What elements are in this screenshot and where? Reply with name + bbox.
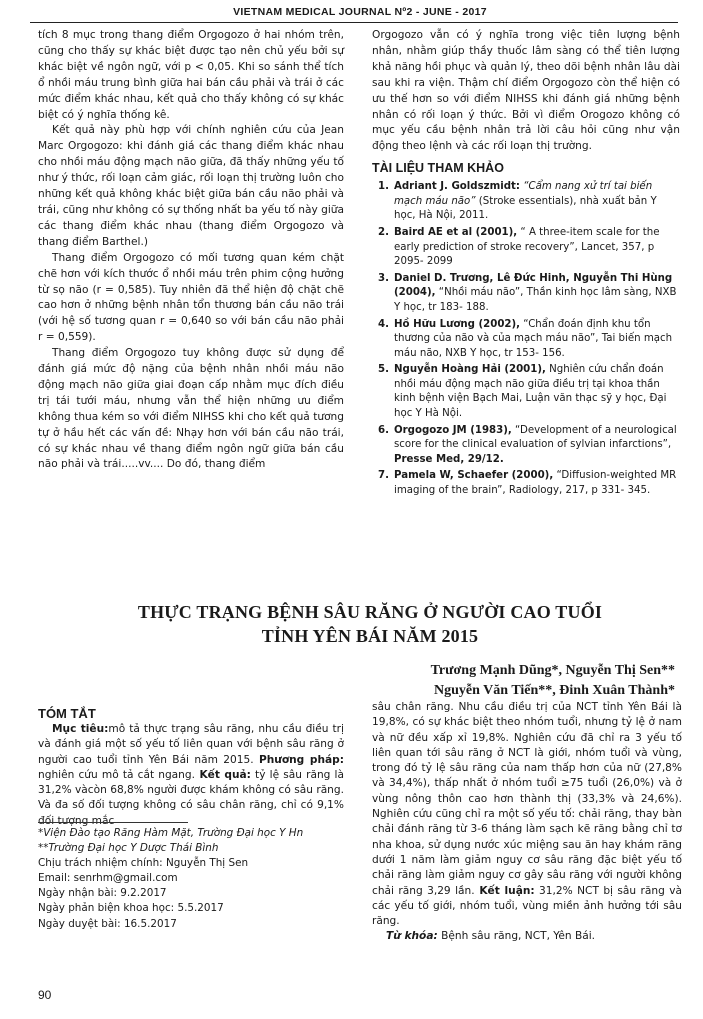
reference-author: Daniel D. Trương, Lê Đức Hinh, Nguyễn Thi Hùng (2004), bbox=[394, 272, 673, 299]
abstract-paragraph bbox=[372, 700, 682, 929]
abstract-paragraph bbox=[38, 722, 344, 829]
reference-number: 7. bbox=[378, 470, 389, 482]
conclusion-text: 31,2% NCT bị sâu răng và các yếu tố giới, nhóm tuổi, vùng miền ảnh hưởng tới sâu răng. bbox=[372, 884, 683, 928]
conclusion-label: Kết luận: bbox=[474, 884, 535, 897]
body-paragraph: tích 8 mục trong thang điểm Orgogozo ở hai nhóm trên, cũng cho thấy sự khác biệt được tạo nên chủ yếu bởi sự khác biệt về ngôn ngữ, với p < 0,05. Khi so sánh thể tích ổ nhồi máu trung bình giữa hai bán cầu phải và trái ở các mức điểm khác nhau, kết quả cho thấy không có sự khác biệt có ý nghĩa thống kê. bbox=[38, 29, 344, 121]
reference-title: “Cẩm nang xử trí tai biến mạch máu não” bbox=[394, 181, 653, 207]
reference-item bbox=[372, 180, 680, 224]
reference-author: Adriant J. Goldszmidt: bbox=[394, 181, 520, 193]
footnotes bbox=[38, 826, 338, 932]
reference-item bbox=[372, 469, 680, 498]
reference-detail: (Stroke essentials), nhà xuất bản Y học, Hà Nội, 2011. bbox=[394, 195, 657, 222]
keywords-text: Bệnh sâu răng, NCT, Yên Bái. bbox=[437, 930, 596, 943]
reference-detail: “Chẩn đoán định khu tổn thương của não và của mạch máu não”, Tai biến mạch máu não, NXB Y học, tr 153- 156. bbox=[394, 318, 673, 359]
article-authors bbox=[431, 661, 675, 701]
body-paragraph: Kết quả này phù hợp với chính nghiên cứu của Jean Marc Orgogozo: khi đánh giá các thang điểm khác nhau cho nhồi máu động mạch não giữa, đã thấy những yếu tố như ý thức, rối loạn cảm giác, rối loạn thị trường luôn cho những kết quả không khác biệt giữa bán cầu não phải và trái, cũng như không có sự thống nhất ba yếu tố này giữa các thang điểm khác nhau (thang điểm Orgogozo và thang điểm Barthel.) bbox=[38, 124, 344, 248]
body-paragraph: Thang điểm Orgogozo tuy không được sử dụng để đánh giá mức độ nặng của bệnh nhân nhồi máu não động mạch não giữa giai đoạn cấp nhằm mục đích điều trị tái tưới máu, nhưng vẫn thể hiện những ưu điểm không thua kém so với điểm NIHSS khi cho kết quả tương tự ở hầu hết các vấn đề: Nhạy hơn với bán cầu não trái, có sự khác nhau về thang điểm ngôn ngữ giữa bán cầu não phải và trái.....vv.... Do đó, thang điểm bbox=[38, 347, 344, 471]
body-paragraph: Orgogozo vẫn có ý nghĩa trong việc tiên lượng bệnh nhân, nhằm giúp thầy thuốc lâm sàng có thể tiên lượng khả năng hồi phục và quản lý, theo dõi bệnh nhân lâu dài sau khi ra viện. Thậm chí điểm Orgogozo còn thể hiện có ưu thế hơn so với điểm NIHSS khi đánh giá những bệnh nhân có rối loạn ý thức. Bởi vì điểm Orogozo không có mục yếu cầu bệnh nhân trả lời câu hỏi cũng như vận động theo lệnh và các rối loạn thị trường. bbox=[372, 29, 680, 153]
keywords-paragraph bbox=[372, 929, 682, 944]
reference-author: Baird AE et al (2001), bbox=[394, 226, 518, 238]
date-reviewed: Ngày phản biện khoa học: 5.5.2017 bbox=[38, 902, 224, 915]
reference-author: Pamela W, Schaefer (2000), bbox=[394, 470, 554, 482]
responsible-author: Chịu trách nhiệm chính: Nguyễn Thị Sen bbox=[38, 857, 249, 870]
reference-author: Orgogozo JM (1983), bbox=[394, 424, 512, 436]
article-title-line: TỈNH YÊN BÁI NĂM 2015 bbox=[261, 626, 479, 646]
method-label: Phương pháp: bbox=[258, 753, 344, 766]
references-list bbox=[372, 180, 680, 498]
date-received: Ngày nhận bài: 9.2.2017 bbox=[38, 887, 167, 900]
result-continued-text: sâu chân răng. Nhu cầu điều trị của NCT tỉnh Yên Bái là 19,8%, có sự khác biệt theo nhóm tuổi, nhưng tỷ lệ ở nam và nữ đều xấp xỉ 19,8%. Nghiên cứu đã chỉ ra 3 yếu tố liên quan tới sâu răng ở NCT là giới, nhóm tuổi và vùng, trong đó tỷ lệ sâu răng của nam thấp hơn của nữ (27,8% và 34,4%), thấp nhất ở nhóm tuổi ≥75 tuổi (26,0%) và ở vùng nông thôn cao hơn thành thị (33,3% và 24,6%). Nghiên cứu cũng chỉ ra một số yếu tố: chải răng, thay bàn chải đánh răng từ 3-6 tháng làm sạch kẽ răng bằng chỉ tơ nha khoa, sử dụng nước xúc miệng sau ăn hay khám răng dưới 1 năm làm giảm nguy cơ sâu răng đặc biệt yếu tố chải răng làm giảm nguy cơ gây sâu răng với người không chải răng 3,29 lần. bbox=[372, 701, 682, 897]
body-paragraph: Thang điểm Orgogozo có mối tương quan kém chặt chẽ hơn với kích thước ổ nhồi máu trên phim cộng hưởng từ sọ não (r = 0,585). Tuy nhiên đã thể hiện độ chặt chẽ cao hơn ở những bệnh nhân tổn thương bán cầu não trái (với hệ số tương quan r = 0,640 so với bán cầu não phải r = 0,559). bbox=[38, 251, 344, 344]
objective-label: Mục tiêu: bbox=[52, 723, 109, 735]
reference-detail: “Development of a neurological score for the clinical evaluation of sylvian infarctions”, bbox=[394, 424, 677, 451]
reference-item bbox=[372, 226, 680, 270]
abstract-left-column bbox=[38, 722, 344, 829]
running-header: VIETNAM MEDICAL JOURNAL Nº2 - JUNE - 2017 bbox=[233, 6, 487, 18]
reference-number: 2. bbox=[378, 226, 389, 238]
article-title-line: THỰC TRẠNG BỆNH SÂU RĂNG Ở NGƯỜI CAO TUỔI bbox=[137, 602, 603, 622]
objective-text: mô tả thực trạng sâu răng, nhu cầu điều trị và đánh giá một số yếu tố liên quan với bệnh sâu răng ở người cao tuổi tỉnh Yên Bái năm 2015. bbox=[38, 723, 344, 766]
affiliation-1: *Viện Đào tạo Răng Hàm Mặt, Trường Đại học Y Hn bbox=[38, 827, 304, 839]
method-text: nghiên cứu mô tả cắt ngang. bbox=[38, 768, 195, 781]
reference-item bbox=[372, 363, 680, 421]
header-rule bbox=[30, 22, 678, 23]
result-label: Kết quả: bbox=[194, 768, 251, 781]
abstract-right-column bbox=[372, 700, 682, 945]
reference-item bbox=[372, 272, 680, 316]
authors-line: Trương Mạnh Dũng*, Nguyễn Thị Sen** bbox=[430, 663, 675, 678]
contact-email: Email: senrhm@gmail.com bbox=[38, 872, 178, 885]
affiliation-2: **Trường Đại học Y Dược Thái Bình bbox=[38, 842, 219, 855]
reference-detail: “ A three-item scale for the early prediction of stroke recovery”, Lancet, 357, p 2095- 2099 bbox=[394, 226, 660, 268]
reference-journal: Presse Med, 29/12. bbox=[394, 453, 504, 465]
reference-author: Hồ Hữu Lương (2002), bbox=[394, 318, 521, 330]
page-number: 90 bbox=[38, 988, 52, 1002]
article-title bbox=[120, 600, 620, 648]
reference-number: 5. bbox=[378, 364, 389, 376]
top-left-column bbox=[38, 28, 344, 473]
reference-detail: Nghiên cứu chẩn đoán nhồi máu động mạch não giữa điều trị tại khoa thần kinh bệnh viện Bạch Mai, Luận văn thạc sỹ y học, Đại học Y Hà Nội. bbox=[394, 364, 667, 420]
footnote-divider bbox=[38, 822, 188, 823]
top-right-column bbox=[372, 28, 680, 501]
date-accepted: Ngày duyệt bài: 16.5.2017 bbox=[38, 917, 177, 930]
reference-number: 6. bbox=[378, 424, 389, 436]
result-text: tỷ lệ sâu răng là 31,2% vàcòn 68,8% người được khám không có sâu răng. Và đa số đối tượng không có sâu chân răng, chỉ có 9,1% đối tượng mắc bbox=[38, 768, 344, 827]
reference-item bbox=[372, 424, 680, 468]
reference-item bbox=[372, 318, 680, 362]
keywords-label: Từ khóa: bbox=[386, 930, 438, 943]
summary-heading: TÓM TẮT bbox=[38, 706, 96, 721]
reference-author: Nguyễn Hoàng Hải (2001), bbox=[394, 364, 546, 376]
reference-number: 1. bbox=[378, 181, 389, 193]
reference-detail: “Nhồi máu não”, Thần kinh học lâm sàng, NXB Y học, tr 183- 188. bbox=[394, 287, 677, 313]
authors-line: Nguyễn Văn Tiến**, Đinh Xuân Thành* bbox=[434, 683, 675, 698]
reference-number: 3. bbox=[378, 272, 389, 284]
references-heading: TÀI LIỆU THAM KHẢO bbox=[372, 161, 504, 176]
reference-number: 4. bbox=[378, 318, 389, 330]
reference-detail: “Diffusion-weighted MR imaging of the brain”, Radiology, 217, p 331- 345. bbox=[394, 470, 677, 497]
